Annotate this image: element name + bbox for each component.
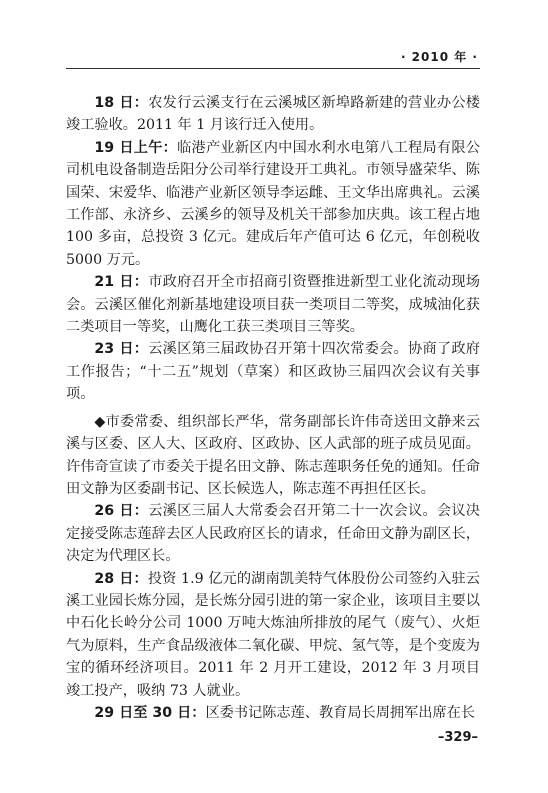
- entry-date: 18 日：: [94, 95, 149, 111]
- entry-text: 市政府召开全市招商引资暨推进新型工业化流动现场会。云溪区催化剂新基地建设项目获一类项目二等奖，成城油化获二类项目一等奖，山鹰化工获三类项目三等奖。: [66, 274, 480, 336]
- entry-paragraph: [66, 137, 480, 271]
- entry-text: 投资 1.9 亿元的湖南凯美特气体股份公司签约入驻云溪工业园长炼分园，是长炼分园引进的第一家企业，该项目主要以中石化长岭分公司 1000 万吨大炼油所排放的尾气（废气）、火炬气为原料，生产食品级液体二氧化碳、甲烷、氢气等，是个变废为宝的循环经济项目。2011 年 2 月开工建设，2012 年 3 月项目竣工投产，吸纳 73 人就业。: [66, 570, 480, 699]
- entry-paragraph: [66, 92, 480, 137]
- running-header: [66, 44, 480, 69]
- entry-date: 29 日至 30 日：: [94, 704, 206, 721]
- entry-date: 21 日：: [94, 274, 149, 291]
- page-number: –329–: [437, 730, 478, 745]
- entry-paragraph: [66, 338, 480, 405]
- entry-paragraph: [66, 500, 480, 567]
- entry-paragraph: [66, 702, 480, 724]
- entry-paragraph: [66, 568, 480, 702]
- entry-date: 23 日：: [94, 341, 149, 358]
- chronicle-body: [66, 92, 480, 724]
- entry-date: 19 日上午：: [94, 139, 178, 156]
- header-year: · 2010 年 ·: [400, 50, 478, 64]
- entry-date: 26 日：: [94, 503, 149, 520]
- entry-text: 云溪区第三届政协召开第十四次常委会。协商了政府工作报告；“十二五”规划（草案）和区政协三届四次会议有关事项。: [66, 341, 480, 403]
- entry-text: 云溪区三届人大常委会召开第二十一次会议。会议决定接受陈志莲辞去区人民政府区长的请求，任命田文静为副区长，决定为代理区长。: [66, 503, 480, 565]
- entry-paragraph: [66, 411, 480, 501]
- entry-text: 农发行云溪支行在云溪城区新埠路新建的营业办公楼竣工验收。2011 年 1 月该行迁入使用。: [66, 95, 480, 134]
- entry-text: 区委书记陈志莲、教育局长周拥军出席在长: [205, 704, 476, 721]
- entry-text: ◆市委常委、组织部长严华，常务副部长许伟奇送田文静来云溪与区委、区人大、区政府、区政协、区人武部的班子成员见面。许伟奇宣读了市委关于提名田文静、陈志莲职务任免的通知。任命田文静为区委副书记、区长候选人，陈志莲不再担任区长。: [66, 413, 480, 497]
- entry-paragraph: [66, 271, 480, 338]
- entry-date: 28 日：: [94, 570, 148, 587]
- entry-text: 临港产业新区内中国水利水电第八工程局有限公司机电设备制造岳阳分公司举行建设开工典礼。市领导盛荣华、陈国荣、宋爱华、临港产业新区领导李运雌、王文华出席典礼。云溪工作部、永济乡、云溪乡的领导及机关干部参加庆典。该工程占地 100 多亩，总投资 3 亿元。建成后年产值可达 6 亿元，年创税收 5000 万元。: [66, 139, 480, 268]
